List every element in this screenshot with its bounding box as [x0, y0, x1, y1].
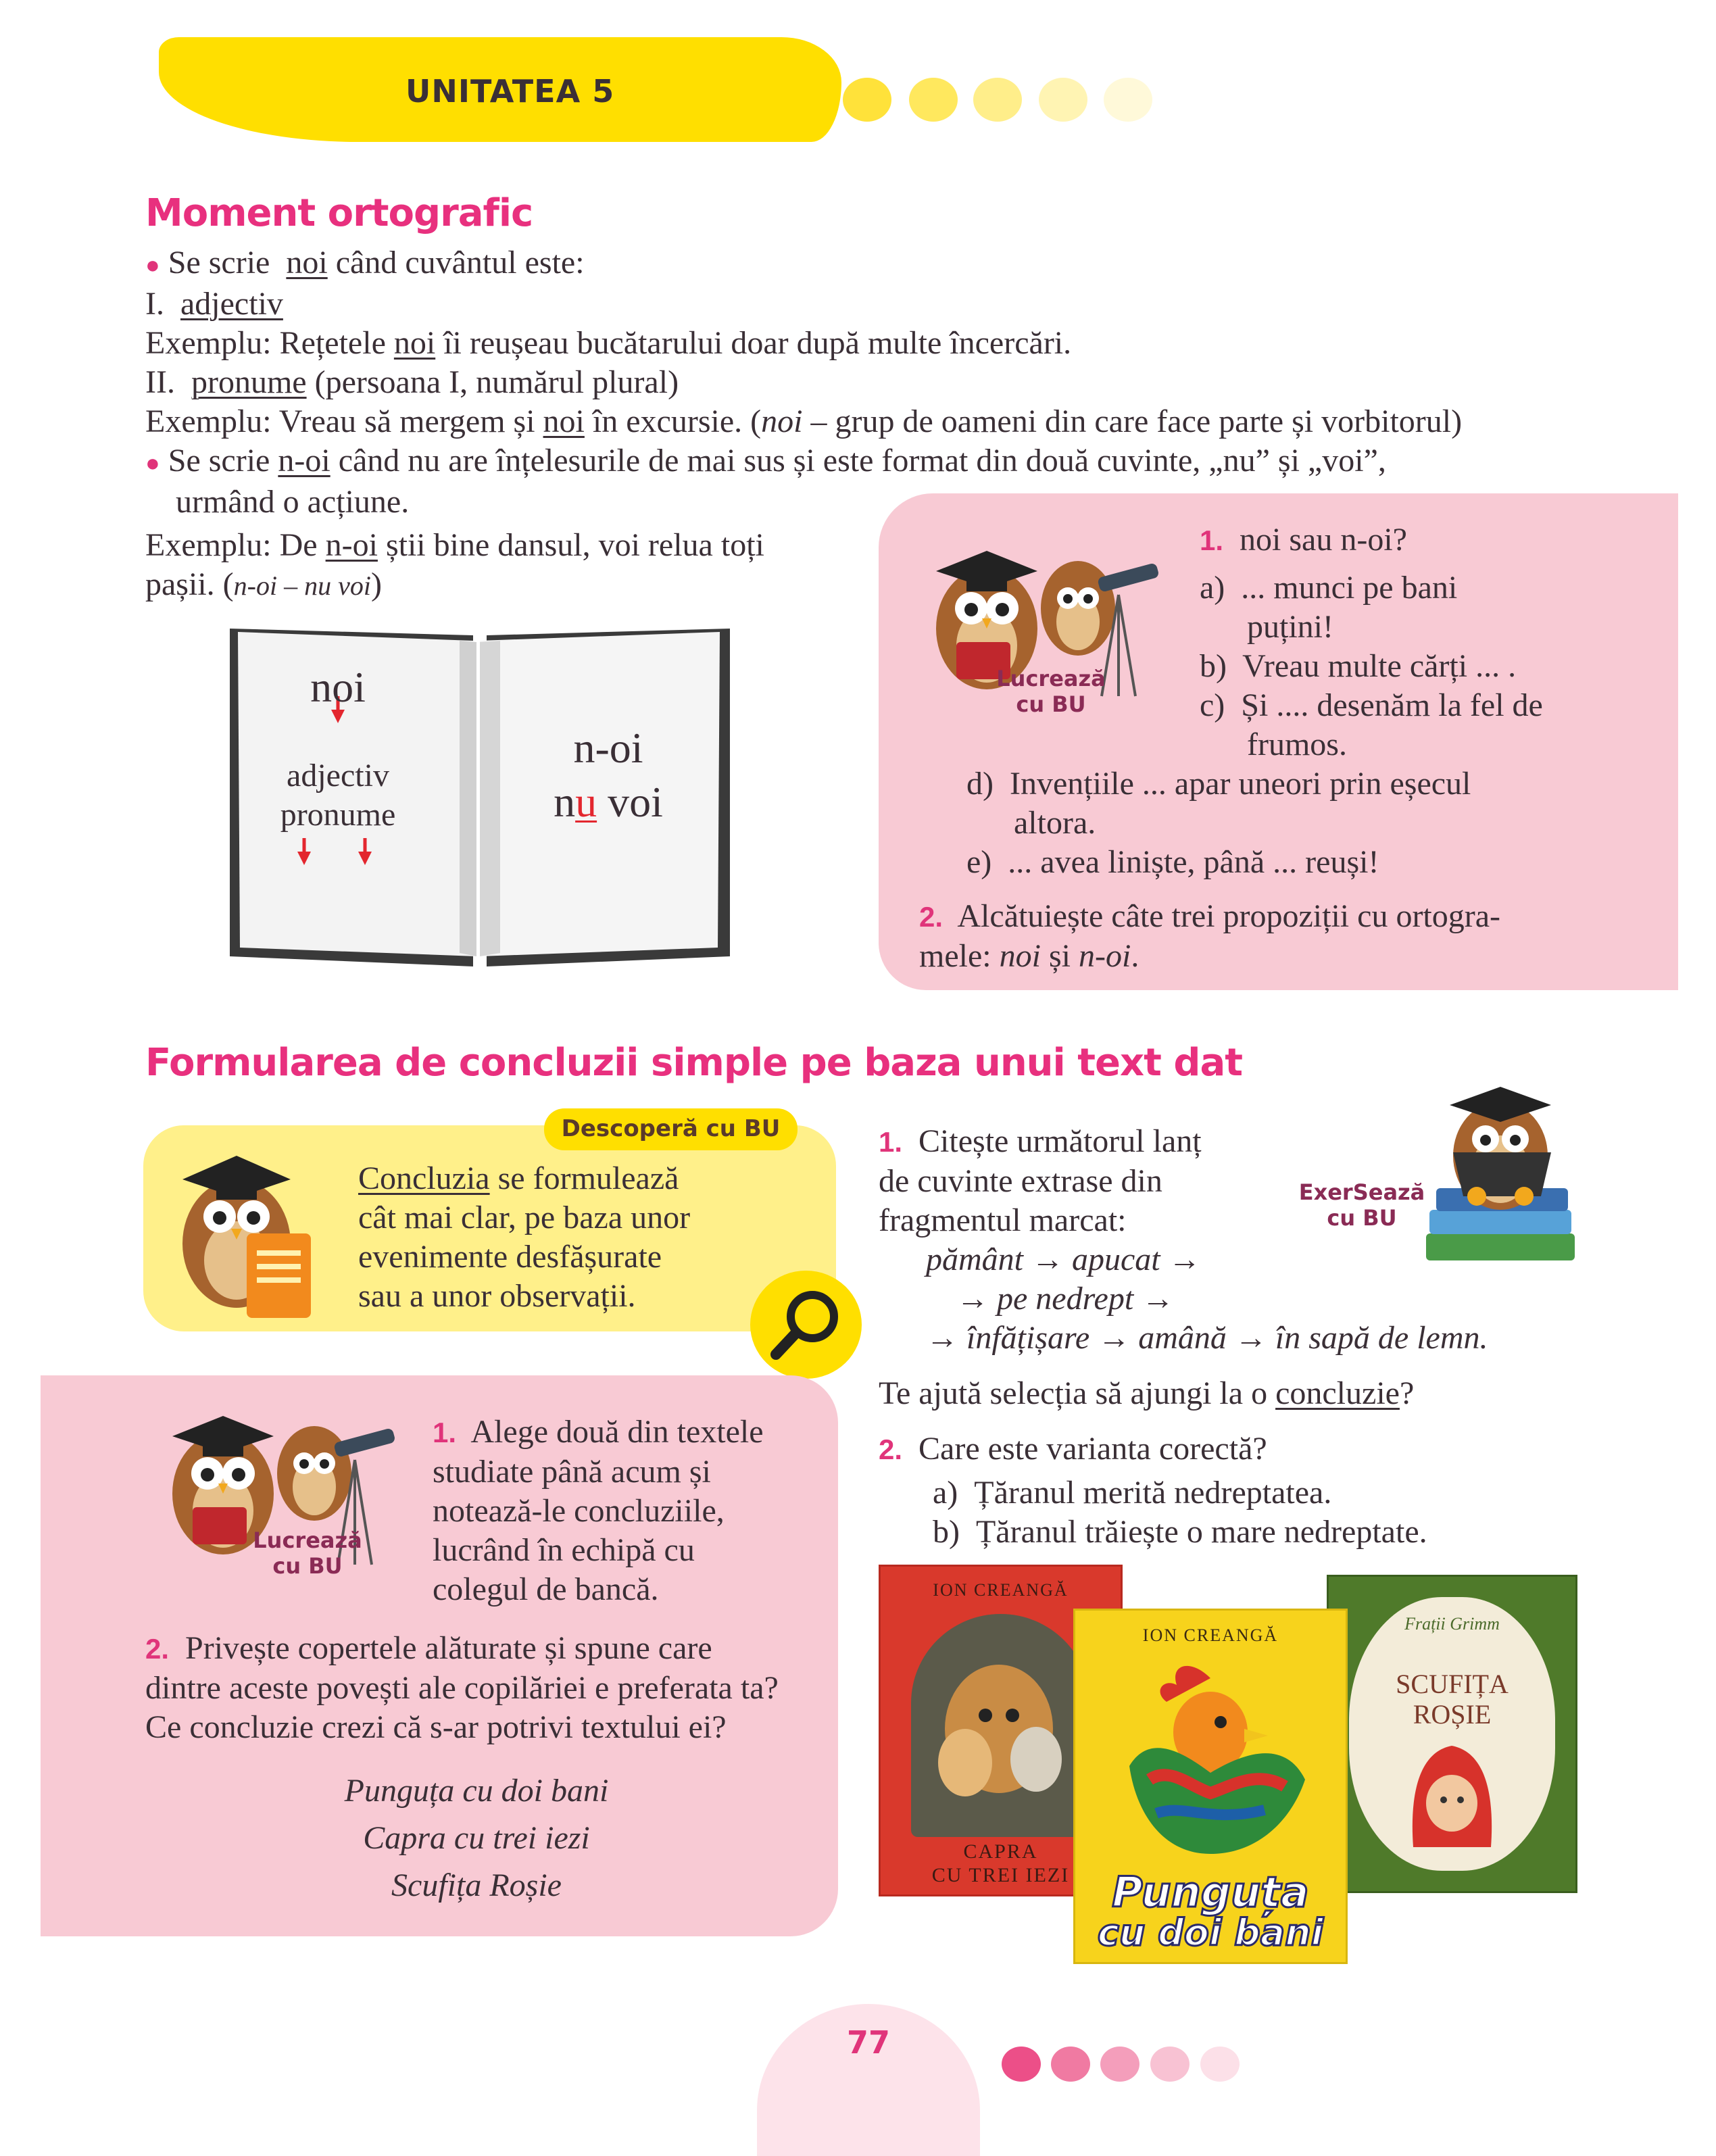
right-q1-line3: fragmentul marcat:	[879, 1202, 1127, 1238]
right-exercise-text	[879, 1122, 1690, 1552]
example-pronume: Exemplu: Vreau să mergem și noi în excursie. (noi – grup de oameni din care face parte și vorbitorul)	[145, 403, 1463, 439]
book-word-nu-voi: nu voi	[554, 778, 663, 826]
story-titles	[145, 1767, 808, 1909]
ex1-q1: 1. noi sau n-oi?	[1200, 522, 1407, 558]
word-chain-2: → pe nedrept →	[956, 1281, 1175, 1317]
ex1-item-e: e) ... avea liniște, până ... reuși!	[966, 844, 1379, 880]
right-option-a: a) Țăranul merită nedreptatea.	[933, 1475, 1332, 1511]
story-title-scufita: Scufița Roșie	[391, 1867, 562, 1903]
conclusions-title: Formularea de concluzii simple pe baza unui text dat	[145, 1041, 1243, 1085]
cover-punguta: ION CREANGĂ Punguța cu doi bani	[1073, 1609, 1348, 1964]
rule-n-oi: ● Se scrie n-oi când nu are înțelesurile de mai sus și este format din două cuvinte, „nu” și „voi”,	[145, 443, 1386, 479]
rule-noi: ● Se scrie noi când cuvântul este:	[145, 245, 585, 280]
rule-adjectiv: I. adjectiv	[145, 286, 283, 322]
right-option-b: b) Țăranul trăiește o mare nedreptate.	[933, 1514, 1427, 1550]
cover-scufita: Frații Grimm SCUFIȚA ROȘIE	[1327, 1575, 1577, 1893]
magnifier-icon	[750, 1271, 862, 1379]
rule-n-oi-cont: urmând o acțiune.	[176, 484, 410, 520]
owl-book-icon	[155, 1142, 331, 1325]
right-selection-question: Te ajută selecția să ajungi la o concluzie?	[879, 1375, 1415, 1411]
right-q1-line2: de cuvinte extrase din	[879, 1163, 1162, 1199]
left-exercise-q2: 2. Privește copertele alăturate și spune care dintre aceste povești ale copilăriei e preferata ta? Ce concluzie crezi că s-ar potrivi textului ei?	[145, 1630, 779, 1745]
unit-label: UNITATEA 5	[406, 73, 615, 109]
ex1-item-a-cont: puțini!	[1247, 609, 1333, 645]
ex1-item-a: a) ... munci pe bani	[1200, 570, 1458, 606]
rule-pronume: II. pronume (persoana I, numărul plural)	[145, 364, 679, 400]
definition-text: Concluzia se formulează cât mai clar, pe baza unor evenimente desfășurate sau a unor observații.	[358, 1160, 691, 1314]
story-title-capra: Capra cu trei iezi	[363, 1820, 590, 1856]
book-word-n-oi: n-oi	[573, 724, 643, 772]
example-n-oi: Exemplu: De n-oi știi bine dansul, voi relua toți	[145, 527, 764, 563]
exerseaza-badge: ExerSează cu BU	[1298, 1179, 1425, 1231]
book-word-noi: noi	[310, 663, 366, 711]
page-number: 77	[846, 2024, 890, 2061]
descopera-badge-label: Descoperă cu BU	[561, 1115, 781, 1142]
open-book-illustration	[203, 615, 757, 980]
ex1-item-d: d) Invențiile ... apar uneori prin eșecul	[966, 766, 1471, 802]
example-adjectiv: Exemplu: Rețetele noi îi reușeau bucătarului doar după multe încercări.	[145, 325, 1072, 361]
story-title-punguta: Punguța cu doi bani	[344, 1773, 609, 1809]
lucreaza-badge-2: Lucrează cu BU	[253, 1527, 362, 1579]
book-word-adjectiv: adjectiv	[287, 758, 389, 793]
cover-capra: ION CREANGĂ CAPRA CU TREI IEZI	[879, 1565, 1123, 1896]
ex1-item-c-cont: frumos.	[1247, 727, 1347, 762]
ex1-item-d-cont: altora.	[1014, 805, 1096, 841]
ex1-item-b: b) Vreau multe cărți ... .	[1200, 648, 1517, 684]
word-chain-1: pământ → apucat →	[926, 1242, 1201, 1277]
right-q2: 2. Care este varianta corectă?	[879, 1431, 1267, 1467]
red-hood-icon	[1396, 1739, 1508, 1854]
word-chain-3: → înfățișare → amână → în sapă de lemn.	[926, 1320, 1488, 1356]
book-word-pronume: pronume	[280, 797, 396, 833]
ex1-item-c: c) Și .... desenăm la fel de	[1200, 687, 1543, 723]
right-q1: 1. Citește următorul lanț	[879, 1123, 1202, 1159]
example-n-oi-cont: pașii. (n-oi – nu voi)	[145, 566, 382, 602]
exercise-1-text	[919, 520, 1669, 976]
ortho-title: Moment ortografic	[145, 191, 533, 235]
lucreaza-badge-1: Lucrează cu BU	[996, 666, 1106, 717]
owl-book-illustration	[155, 1142, 331, 1325]
rooster-icon	[1089, 1651, 1332, 1874]
left-exercise-q1: 1. Alege două din textele studiate până acum și notează-le concluziile, lucrând în echipă cu colegul de bancă.	[433, 1414, 764, 1607]
ex1-q2-cont: mele: noi și n-oi.	[919, 938, 1139, 974]
owls-telescope-2	[145, 1399, 402, 1578]
ex1-q2: 2. Alcătuiește câte trei propoziții cu ortogra-	[919, 898, 1501, 934]
